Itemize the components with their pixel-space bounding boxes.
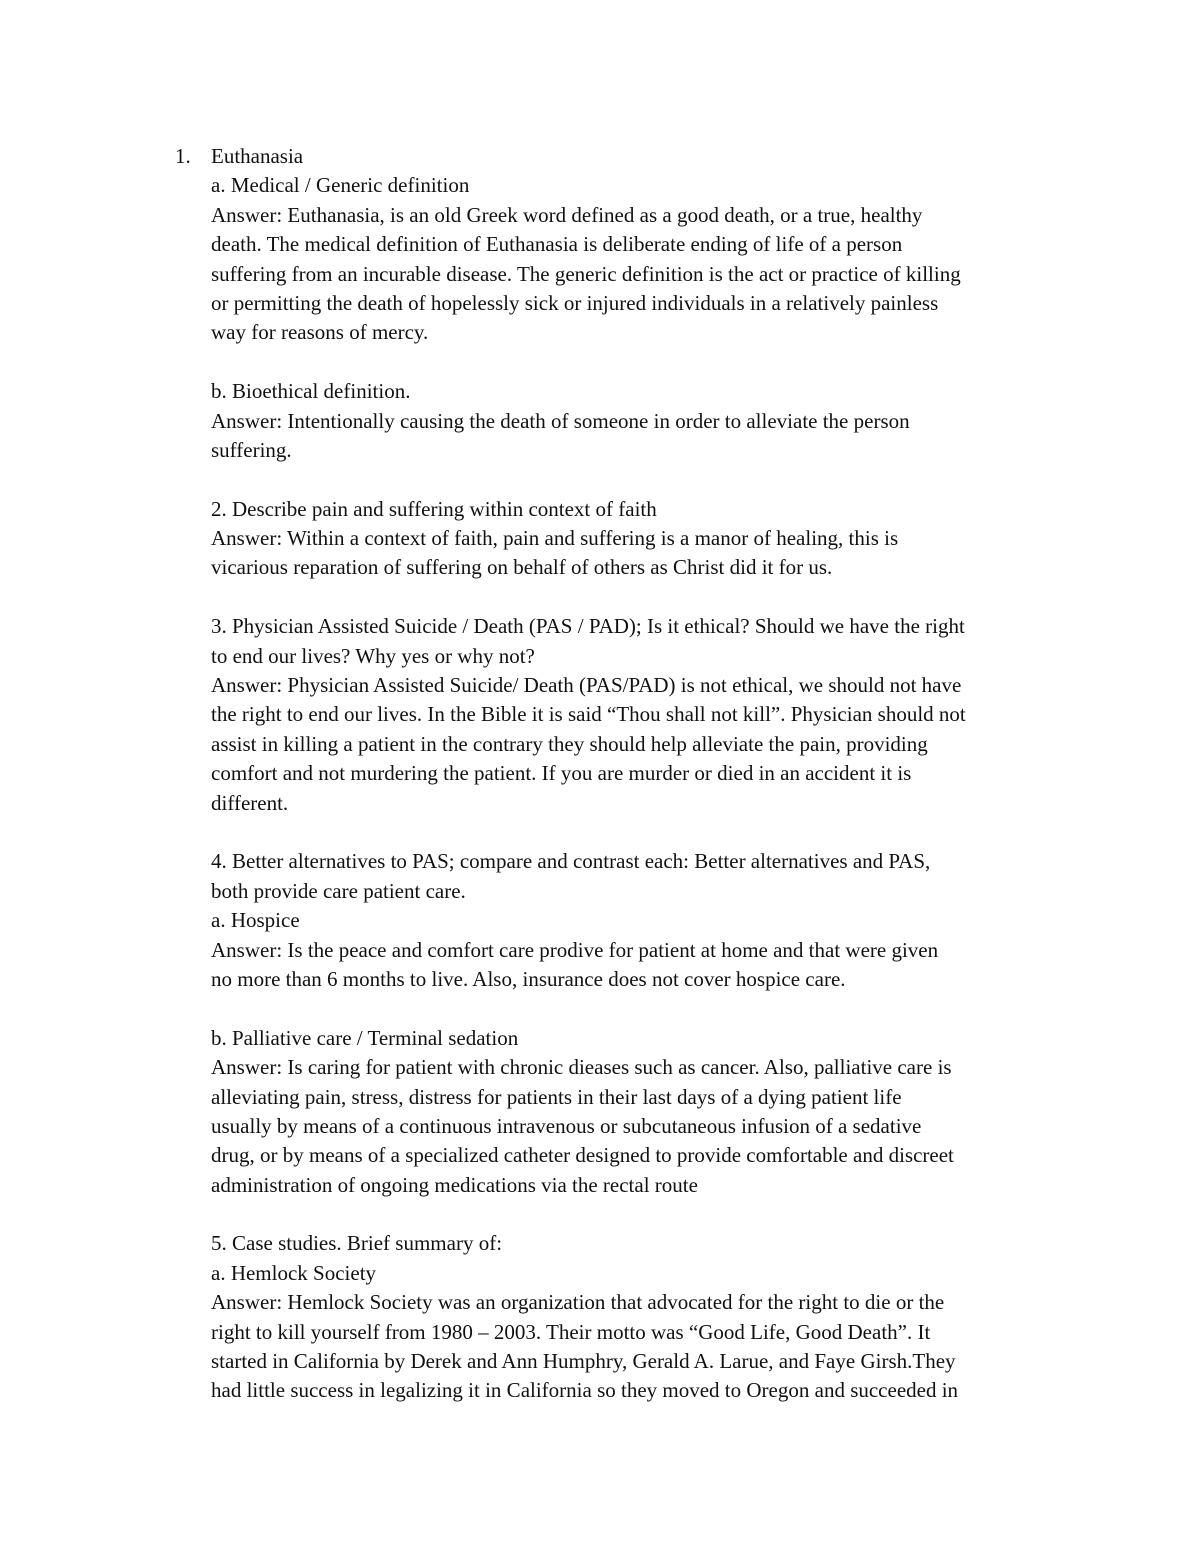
paragraph-gap [211,818,1071,847]
answer-line: Answer: Euthanasia, is an old Greek word defined as a good death, or a true, healthy [211,202,923,227]
answer-line: right to kill yourself from 1980 – 2003. Their motto was “Good Life, Good Death”. It [211,1319,931,1344]
subheading: a. Hemlock Society [211,1260,377,1285]
question-heading: 5. Case studies. Brief summary of: [211,1231,503,1256]
answer-line: usually by means of a continuous intravenous or subcutaneous infusion of a sedative [211,1113,922,1138]
section-case-studies [211,1229,1071,1405]
paragraph-gap [211,465,1071,494]
section-euthanasia [211,142,1071,348]
answer-line: way for reasons of mercy. [211,320,429,345]
answer-line: drug, or by means of a specialized catheter designed to provide comfortable and discreet [211,1143,954,1168]
answer-line: Answer: Is the peace and comfort care prodive for patient at home and that were given [211,937,939,962]
answer-line: vicarious reparation of suffering on behalf of others as Christ did it for us. [211,555,833,580]
answer-line: suffering from an incurable disease. The generic definition is the act or practice of killing [211,261,961,286]
section-heading: Euthanasia [211,144,304,168]
section-bioethical [211,377,1071,465]
answer-line: Answer: Is caring for patient with chronic dieases such as cancer. Also, palliative care is [211,1055,952,1080]
subheading: a. Hospice [211,908,300,933]
section-alternatives [211,847,1071,994]
question-heading: 4. Better alternatives to PAS; compare and contrast each: Better alternatives and PAS, [211,849,931,874]
answer-line: administration of ongoing medications via the rectal route [211,1172,698,1197]
question-heading: both provide care patient care. [211,878,466,903]
section-pas [211,612,1071,818]
answer-line: suffering. [211,437,292,462]
answer-line: Answer: Hemlock Society was an organization that advocated for the right to die or the [211,1290,945,1315]
list-number: 1. [175,144,191,168]
answer-line: different. [211,790,289,815]
answer-line: assist in killing a patient in the contrary they should help alleviate the pain, providing [211,731,928,756]
section-pain-suffering [211,495,1071,583]
answer-line: death. The medical definition of Euthanasia is deliberate ending of life of a person [211,232,903,257]
paragraph-gap [211,348,1071,377]
answer-line: Answer: Physician Assisted Suicide/ Death (PAS/PAD) is not ethical, we should not have [211,673,962,698]
question-heading: 3. Physician Assisted Suicide / Death (PAS / PAD); Is it ethical? Should we have the right [211,614,965,639]
answer-line: the right to end our lives. In the Bible it is said “Thou shall not kill”. Physician should not [211,702,966,727]
paragraph-gap [211,1200,1071,1229]
answer-line: no more than 6 months to live. Also, insurance does not cover hospice care. [211,966,846,991]
answer-line: comfort and not murdering the patient. If you are murder or died in an accident it is [211,761,912,786]
document-body [211,142,1071,1406]
subheading: b. Bioethical definition. [211,379,411,404]
section-palliative [211,1024,1071,1200]
answer-line: started in California by Derek and Ann Humphry, Gerald A. Larue, and Faye Girsh.They [211,1349,956,1374]
subheading: a. Medical / Generic definition [211,173,470,198]
answer-line: Answer: Intentionally causing the death of someone in order to alleviate the person [211,408,910,433]
paragraph-gap [211,583,1071,612]
answer-line: alleviating pain, stress, distress for patients in their last days of a dying patient life [211,1084,902,1109]
question-heading: to end our lives? Why yes or why not? [211,643,535,668]
question-heading: 2. Describe pain and suffering within context of faith [211,496,657,521]
answer-line: had little success in legalizing it in California so they moved to Oregon and succeeded in [211,1378,959,1403]
answer-line: Answer: Within a context of faith, pain and suffering is a manor of healing, this is [211,526,899,551]
paragraph-gap [211,994,1071,1023]
answer-line: or permitting the death of hopelessly sick or injured individuals in a relatively painless [211,290,939,315]
subheading: b. Palliative care / Terminal sedation [211,1025,519,1050]
